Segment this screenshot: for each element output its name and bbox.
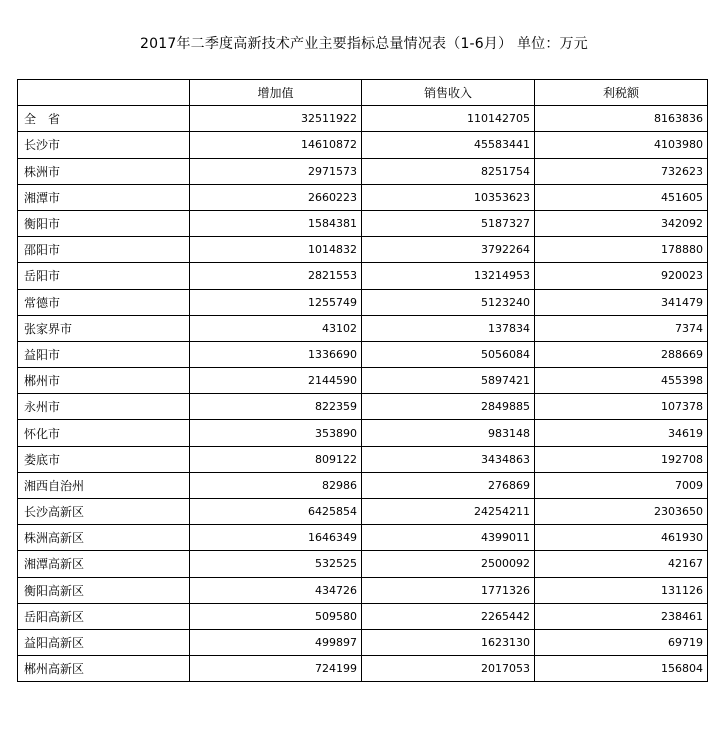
row-region: 全 省	[18, 106, 190, 132]
row-value-added: 2660223	[190, 184, 362, 210]
row-tax-profit: 34619	[535, 420, 708, 446]
row-tax-profit: 8163836	[535, 106, 708, 132]
row-value-added: 43102	[190, 315, 362, 341]
row-sales-revenue: 1623130	[362, 629, 535, 655]
row-tax-profit: 42167	[535, 551, 708, 577]
row-value-added: 822359	[190, 394, 362, 420]
row-value-added: 1584381	[190, 210, 362, 236]
row-sales-revenue: 2500092	[362, 551, 535, 577]
row-tax-profit: 461930	[535, 525, 708, 551]
table-body	[18, 106, 708, 682]
row-sales-revenue: 10353623	[362, 184, 535, 210]
row-tax-profit: 156804	[535, 656, 708, 682]
row-value-added: 1014832	[190, 237, 362, 263]
table-row	[18, 368, 708, 394]
table-row	[18, 577, 708, 603]
row-region: 益阳高新区	[18, 629, 190, 655]
header-region	[18, 80, 190, 106]
row-tax-profit: 131126	[535, 577, 708, 603]
row-value-added: 2144590	[190, 368, 362, 394]
row-tax-profit: 288669	[535, 341, 708, 367]
row-sales-revenue: 2849885	[362, 394, 535, 420]
row-tax-profit: 2303650	[535, 499, 708, 525]
row-region: 岳阳高新区	[18, 603, 190, 629]
row-sales-revenue: 5187327	[362, 210, 535, 236]
row-sales-revenue: 5897421	[362, 368, 535, 394]
row-tax-profit: 69719	[535, 629, 708, 655]
row-value-added: 82986	[190, 472, 362, 498]
header-tax-profit: 利税额	[535, 80, 708, 106]
row-value-added: 32511922	[190, 106, 362, 132]
row-sales-revenue: 5123240	[362, 289, 535, 315]
table-row	[18, 263, 708, 289]
header-sales-revenue: 销售收入	[362, 80, 535, 106]
table-row	[18, 420, 708, 446]
row-region: 岳阳市	[18, 263, 190, 289]
table-row	[18, 629, 708, 655]
row-region: 张家界市	[18, 315, 190, 341]
row-region: 衡阳市	[18, 210, 190, 236]
row-sales-revenue: 1771326	[362, 577, 535, 603]
row-tax-profit: 455398	[535, 368, 708, 394]
row-value-added: 1255749	[190, 289, 362, 315]
row-tax-profit: 341479	[535, 289, 708, 315]
row-value-added: 353890	[190, 420, 362, 446]
table-row	[18, 525, 708, 551]
table-row	[18, 106, 708, 132]
row-tax-profit: 7009	[535, 472, 708, 498]
row-value-added: 2971573	[190, 158, 362, 184]
row-region: 郴州高新区	[18, 656, 190, 682]
table-row	[18, 341, 708, 367]
row-value-added: 499897	[190, 629, 362, 655]
table-row	[18, 315, 708, 341]
indicators-table	[17, 79, 708, 682]
table-row	[18, 551, 708, 577]
row-region: 郴州市	[18, 368, 190, 394]
row-sales-revenue: 3792264	[362, 237, 535, 263]
row-tax-profit: 7374	[535, 315, 708, 341]
row-region: 株洲市	[18, 158, 190, 184]
row-tax-profit: 451605	[535, 184, 708, 210]
row-sales-revenue: 5056084	[362, 341, 535, 367]
row-region: 湘西自治州	[18, 472, 190, 498]
row-region: 湘潭市	[18, 184, 190, 210]
table-row	[18, 132, 708, 158]
table-row	[18, 289, 708, 315]
row-sales-revenue: 3434863	[362, 446, 535, 472]
row-tax-profit: 4103980	[535, 132, 708, 158]
row-region: 衡阳高新区	[18, 577, 190, 603]
row-value-added: 532525	[190, 551, 362, 577]
row-region: 娄底市	[18, 446, 190, 472]
row-sales-revenue: 110142705	[362, 106, 535, 132]
row-region: 益阳市	[18, 341, 190, 367]
table-row	[18, 656, 708, 682]
row-value-added: 434726	[190, 577, 362, 603]
row-tax-profit: 920023	[535, 263, 708, 289]
row-tax-profit: 238461	[535, 603, 708, 629]
table-row	[18, 184, 708, 210]
row-value-added: 724199	[190, 656, 362, 682]
row-sales-revenue: 24254211	[362, 499, 535, 525]
row-value-added: 809122	[190, 446, 362, 472]
table-row	[18, 394, 708, 420]
table-row	[18, 499, 708, 525]
row-sales-revenue: 2017053	[362, 656, 535, 682]
row-tax-profit: 107378	[535, 394, 708, 420]
row-sales-revenue: 2265442	[362, 603, 535, 629]
row-region: 长沙市	[18, 132, 190, 158]
table-row	[18, 237, 708, 263]
page-title: 2017年二季度高新技术产业主要指标总量情况表（1-6月） 单位：万元	[140, 36, 588, 52]
row-value-added: 6425854	[190, 499, 362, 525]
row-region: 湘潭高新区	[18, 551, 190, 577]
row-sales-revenue: 45583441	[362, 132, 535, 158]
row-sales-revenue: 4399011	[362, 525, 535, 551]
row-value-added: 1646349	[190, 525, 362, 551]
row-sales-revenue: 983148	[362, 420, 535, 446]
table-row	[18, 158, 708, 184]
row-region: 常德市	[18, 289, 190, 315]
row-region: 怀化市	[18, 420, 190, 446]
row-sales-revenue: 8251754	[362, 158, 535, 184]
row-tax-profit: 192708	[535, 446, 708, 472]
row-sales-revenue: 276869	[362, 472, 535, 498]
row-sales-revenue: 13214953	[362, 263, 535, 289]
row-region: 邵阳市	[18, 237, 190, 263]
table-header-row	[18, 80, 708, 106]
row-region: 株洲高新区	[18, 525, 190, 551]
row-tax-profit: 732623	[535, 158, 708, 184]
row-region: 永州市	[18, 394, 190, 420]
table-row	[18, 603, 708, 629]
row-tax-profit: 178880	[535, 237, 708, 263]
row-sales-revenue: 137834	[362, 315, 535, 341]
table-row	[18, 210, 708, 236]
table-row	[18, 446, 708, 472]
header-value-added: 增加值	[190, 80, 362, 106]
row-value-added: 1336690	[190, 341, 362, 367]
row-value-added: 509580	[190, 603, 362, 629]
row-tax-profit: 342092	[535, 210, 708, 236]
table-row	[18, 472, 708, 498]
row-value-added: 14610872	[190, 132, 362, 158]
row-value-added: 2821553	[190, 263, 362, 289]
row-region: 长沙高新区	[18, 499, 190, 525]
